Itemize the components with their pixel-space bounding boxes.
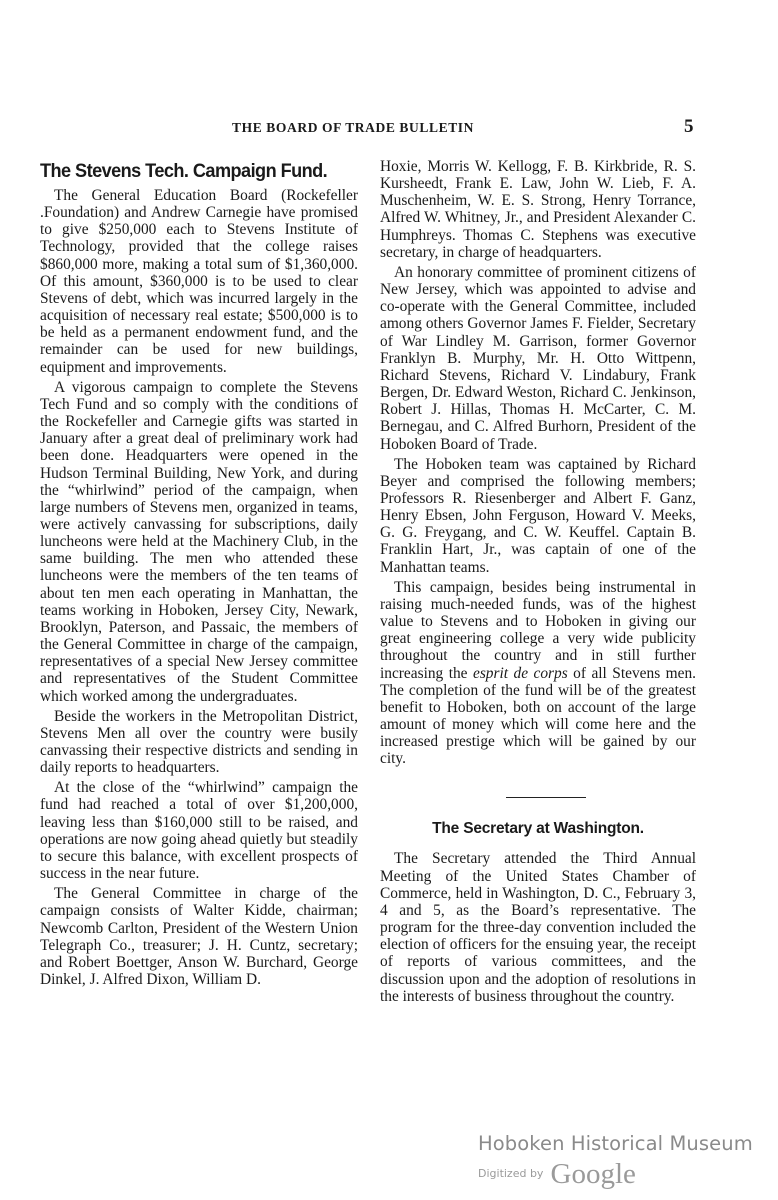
paragraph: An honorary committee of prominent citizens of New Jersey, which was appointed to advise and co-operate with the General Committee, included among others Governor James F. Fielder, Secretary of War Lindley M. Garrison, former Governor Franklyn B. Murphy, Mr. H. Otto Wittpenn, Richard Stevens, Richard V. Lindabury, Frank Bergen, Dr. Edward Weston, Richard C. Jenkinson, Robert J. Hillas, Thomas H. McCarter, C. M. Bernegau, and C. Alfred Burhorn, President of the Hoboken Board of Trade.	[380, 263, 696, 453]
text-span: This campaign, besides being instrumental in raising much-needed funds, was of the highest value to Stevens and to Hoboken in giving our great engineering college a very wide publicity throughout the country and in still further increasing the	[380, 578, 696, 682]
left-column	[40, 158, 358, 988]
digitization-watermark	[478, 1132, 753, 1190]
publication-title: THE BOARD OF TRADE BULLETIN	[232, 120, 474, 135]
paragraph: A vigorous campaign to complete the Stevens Tech Fund and so comply with the conditions of the Rockefeller and Carnegie gifts was started in January after a great deal of preliminary work had been done. Headquarters were opened in the Hudson Terminal Building, New York, and during the “whirlwind” period of the campaign, when large numbers of Stevens men, organized in teams, were actively canvassing for subscriptions, daily luncheons were held at the Machinery Club, in the same building. The men who attended these luncheons were the members of the ten teams of about ten men each operating in Manhattan, the teams working in Hoboken, Jersey City, Newark, Brooklyn, Paterson, and Passaic, the members of the General Committee in charge of the campaign, representatives of a special New Jersey committee and representatives of the Student Committee which worked among the undergraduates.	[40, 378, 358, 705]
paragraph: Beside the workers in the Metropolitan District, Stevens Men all over the country were busily canvassing their respective districts and sending in daily reports to headquarters.	[40, 707, 358, 777]
article-title-stevens-fund: The Stevens Tech. Campaign Fund.	[40, 160, 328, 182]
paragraph-continuation: Hoxie, Morris W. Kellogg, F. B. Kirkbride, R. S. Kursheedt, Frank E. Law, John W. Lieb, F. A. Muschenheim, W. E. S. Strong, Henry Torrance, Alfred W. Whitney, Jr., and President Alexander C. Humphreys. Thomas C. Stephens was executive secretary, in charge of headquarters.	[380, 158, 696, 261]
article-title-secretary-washington: The Secretary at Washington.	[432, 820, 644, 838]
digitized-by-label: Digitized by	[478, 1167, 544, 1180]
museum-name: Hoboken Historical Museum	[478, 1132, 753, 1155]
paragraph: The Secretary attended the Third Annual Meeting of the United States Chamber of Commerce, held in Washington, D. C., February 3, 4 and 5, as the Board’s representative. The program for the three-day convention included the election of officers for the ensuing year, the receipt of reports of various committees, and the discussion upon and the adoption of resolutions in the interests of business throughout the country.	[380, 850, 696, 1005]
paragraph	[380, 579, 696, 768]
page-number: 5	[684, 116, 694, 137]
italic-phrase: esprit de corps	[472, 664, 568, 682]
paragraph: The General Education Board (Rockefeller .Foundation) and Andrew Carnegie have promised to give $250,000 each to Stevens Institute of Technology, provided that the college raises $860,000 more, making a total sum of $1,360,000. Of this amount, $360,000 is to be used to clear Stevens of debt, which was incurred largely in the acquisition of necessary real estate; $500,000 is to be held as a permanent endowment fund, and the remainder can be used for new buildings, equipment and improvements.	[40, 187, 358, 376]
paragraph: The General Committee in charge of the campaign consists of Walter Kidde, chairman; Newcomb Carlton, President of the Western Union Telegraph Co., treasurer; J. H. Cuntz, secretary; and Robert Boettger, Anson W. Burchard, George Dinkel, J. Alfred Dixon, William D.	[40, 885, 358, 989]
digitized-by	[478, 1158, 636, 1191]
google-logo: Google	[550, 1158, 636, 1190]
paragraph: At the close of the “whirlwind” campaign the fund had reached a total of over $1,200,000, leaving less than $160,000 still to be raised, and operations are now going ahead quietly but steadily to secure this balance, with excellent prospects of success in the near future.	[40, 779, 358, 883]
section-divider	[506, 797, 586, 798]
right-column	[380, 158, 696, 1005]
text-span: of all Stevens men. The completion of the fund will be of the greatest benefit to Hoboken, both on account of the large amount of money which will come here and the increased prestige which will be gained by our city.	[380, 664, 696, 768]
paragraph: The Hoboken team was captained by Richard Beyer and comprised the following members; Professors R. Riesenberger and Albert F. Ganz, Henry Ebsen, John Ferguson, Howard V. Meeks, G. G. Freygang, and C. W. Keuffel. Captain B. Franklin Hart, Jr., was captain of one of the Manhattan teams.	[380, 455, 696, 576]
